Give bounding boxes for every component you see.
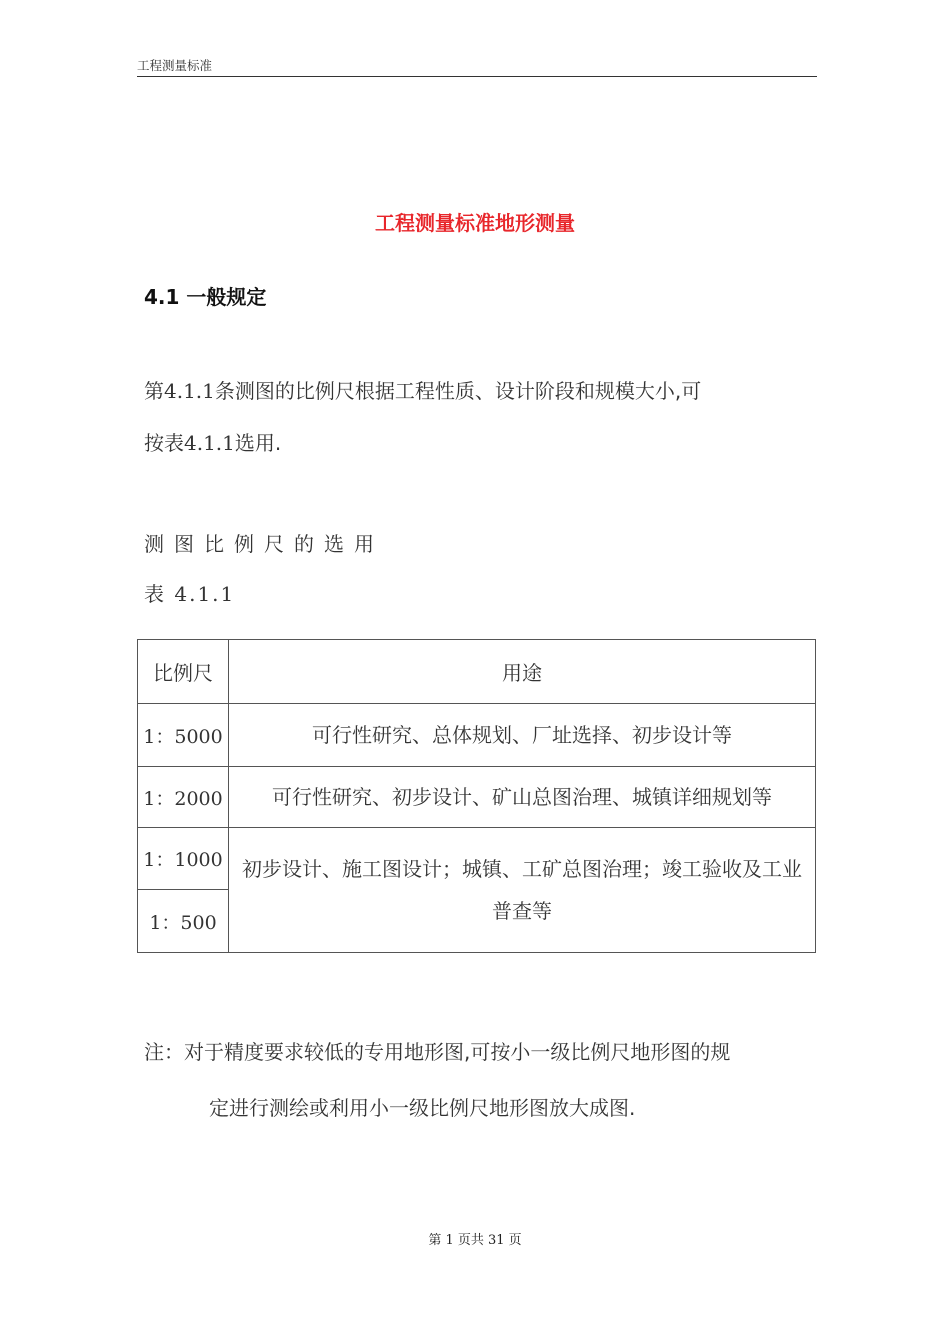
paragraph-line-2	[144, 417, 824, 469]
paragraph-line-1	[144, 365, 824, 417]
note-line-2: 定进行测绘或利用小一级比例尺地形图放大成图.	[209, 1096, 636, 1120]
table-row	[138, 767, 816, 828]
document-title: 工程测量标准地形测量	[375, 211, 575, 235]
article-paragraph	[144, 365, 824, 469]
cell-use: 可行性研究、初步设计、矿山总图治理、城镇详细规划等	[229, 767, 816, 828]
cell-use-merged: 初步设计、施工图设计；城镇、工矿总图治理；竣工验收及工业普查等	[229, 828, 816, 953]
cell-scale: 1：500	[138, 890, 229, 953]
table-header-row	[138, 640, 816, 704]
cell-use: 可行性研究、总体规划、厂址选择、初步设计等	[229, 704, 816, 767]
cell-scale: 1：2000	[138, 767, 229, 828]
table-number: 表 4.1.1	[144, 582, 236, 606]
cell-scale: 1：1000	[138, 828, 229, 890]
table-note	[144, 1036, 824, 1121]
paragraph-line2-prefix: 按表	[144, 431, 184, 455]
table-row	[138, 828, 816, 890]
table-reference: 4.1.1	[184, 431, 235, 455]
cell-scale: 1：5000	[138, 704, 229, 767]
paragraph-line2-text: 选用.	[234, 431, 282, 455]
page-header	[137, 56, 817, 77]
section-heading: 4.1 一般规定	[144, 285, 267, 309]
table-row	[138, 704, 816, 767]
header-use: 用途	[229, 640, 816, 704]
table-caption: 测图比例尺的选用	[144, 532, 384, 556]
article-number: 4.1.1	[164, 379, 215, 403]
note-line-1: 注：对于精度要求较低的专用地形图,可按小一级比例尺地形图的规	[144, 1040, 731, 1064]
page-footer: 第 1 页共 31 页	[428, 1233, 522, 1248]
header-text: 工程测量标准	[137, 58, 213, 73]
scale-table	[137, 639, 816, 953]
paragraph-prefix: 第	[144, 379, 164, 403]
paragraph-line1-text: 条测图的比例尺根据工程性质、设计阶段和规模大小,可	[214, 379, 702, 403]
header-scale: 比例尺	[138, 640, 229, 704]
